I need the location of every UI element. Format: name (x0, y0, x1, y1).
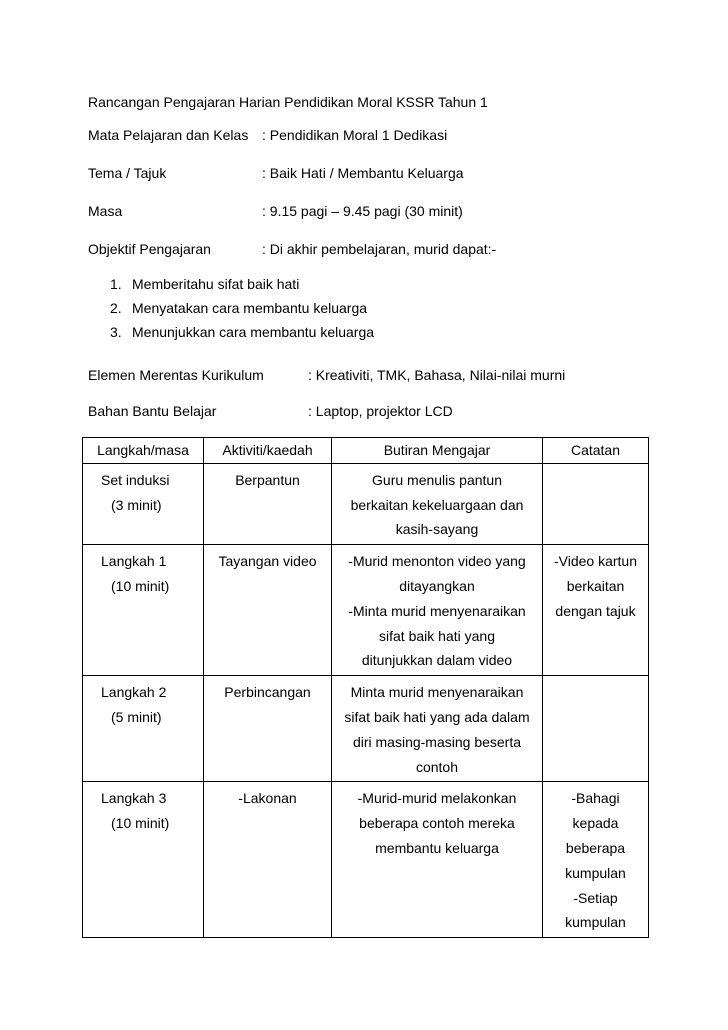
cell-text: Tayangan video (218, 553, 317, 570)
cell-text: (5 minit) (111, 708, 162, 725)
cell-text: ditayangkan (399, 577, 475, 594)
cell-text: beberapa (565, 839, 626, 856)
field-value-cross-curriculum: : Kreativiti, TMK, Bahasa, Nilai-nilai murni (308, 367, 566, 383)
detail-cell (332, 676, 543, 782)
cell-text: beberapa contoh mereka (359, 815, 515, 832)
field-label-objective: Objektif Pengajaran (88, 241, 211, 257)
notes-cell (543, 782, 649, 938)
lesson-plan-table (82, 437, 649, 938)
activity-cell (204, 676, 332, 782)
list-item-text: Menyatakan cara membantu keluarga (132, 300, 368, 316)
cell-text: kumpulan (565, 864, 626, 881)
column-header: Catatan (543, 438, 649, 464)
cell-text: kepada (572, 815, 619, 832)
activity-cell (204, 545, 332, 676)
cell-text: Langkah 3 (101, 790, 167, 807)
detail-cell (332, 782, 543, 938)
field-label-cross-curriculum: Elemen Merentas Kurikulum (88, 367, 264, 383)
table-header-row (83, 438, 649, 464)
table-row (83, 782, 649, 938)
list-number: 3. (110, 324, 122, 340)
cell-text: Minta murid menyenaraikan (350, 684, 524, 701)
objectives-list (110, 275, 374, 347)
field-label-time: Masa (88, 203, 123, 219)
table-row (83, 463, 649, 544)
activity-cell (204, 463, 332, 544)
table-row (83, 545, 649, 676)
detail-cell (332, 545, 543, 676)
cell-text: contoh (415, 758, 459, 775)
cell-text: dengan tajuk (555, 602, 636, 619)
cell-text: Set induksi (101, 471, 170, 488)
list-item-text: Memberitahu sifat baik hati (132, 276, 300, 292)
column-header: Langkah/masa (83, 438, 204, 464)
step-cell (83, 545, 204, 676)
cell-text: (10 minit) (111, 815, 170, 832)
field-value-teaching-aids: : Laptop, projektor LCD (308, 403, 453, 419)
field-value-time: : 9.15 pagi – 9.45 pagi (30 minit) (262, 203, 463, 219)
list-item (110, 323, 374, 347)
field-label-subject-class: Mata Pelajaran dan Kelas (88, 127, 249, 143)
cell-text: Langkah 2 (101, 684, 167, 701)
cell-text: Guru menulis pantun (372, 471, 502, 488)
field-label-teaching-aids: Bahan Bantu Belajar (88, 403, 217, 419)
cell-text: Langkah 1 (101, 553, 167, 570)
notes-cell (543, 545, 649, 676)
list-number: 1. (110, 276, 122, 292)
cell-text: -Murid menonton video yang (348, 553, 526, 570)
field-value-subject-class: : Pendidikan Moral 1 Dedikasi (262, 127, 448, 143)
cell-text: berkaitan (566, 577, 625, 594)
cell-text: Perbincangan (224, 684, 311, 701)
table-row (83, 676, 649, 782)
cell-text: -Bahagi (571, 790, 620, 807)
field-value-objective: : Di akhir pembelajaran, murid dapat:- (262, 241, 497, 257)
list-item (110, 299, 374, 323)
field-label-theme: Tema / Tajuk (88, 165, 167, 181)
cell-text: -Lakonan (238, 790, 297, 807)
step-cell (83, 782, 204, 938)
cell-text: (10 minit) (111, 577, 170, 594)
cell-text: sifat baik hati yang ada dalam (344, 708, 530, 725)
list-number: 2. (110, 300, 122, 316)
step-cell (83, 463, 204, 544)
cell-text: Berpantun (235, 471, 300, 488)
notes-cell (543, 463, 649, 544)
document-title: Rancangan Pengajaran Harian Pendidikan Moral KSSR Tahun 1 (88, 94, 488, 110)
cell-text: -Setiap (573, 889, 618, 906)
list-item (110, 275, 374, 299)
cell-text: berkaitan kekeluargaan dan (350, 496, 524, 513)
detail-cell (332, 463, 543, 544)
cell-text: -Video kartun (553, 553, 637, 570)
notes-cell (543, 676, 649, 782)
cell-text: -Murid-murid melakonkan (357, 790, 517, 807)
cell-text: ditunjukkan dalam video (361, 652, 513, 669)
cell-text: (3 minit) (111, 496, 162, 513)
cell-text: sifat baik hati yang (379, 627, 495, 644)
cell-text: kasih-sayang (395, 521, 479, 538)
cell-text: kumpulan (565, 914, 626, 931)
column-header: Butiran Mengajar (332, 438, 543, 464)
step-cell (83, 676, 204, 782)
activity-cell (204, 782, 332, 938)
cell-text: diri masing-masing beserta (352, 733, 522, 750)
cell-text: -Minta murid menyenaraikan (348, 602, 526, 619)
field-value-theme: : Baik Hati / Membantu Keluarga (262, 165, 464, 181)
list-item-text: Menunjukkan cara membantu keluarga (132, 324, 375, 340)
cell-text: membantu keluarga (375, 839, 499, 856)
column-header: Aktiviti/kaedah (204, 438, 332, 464)
